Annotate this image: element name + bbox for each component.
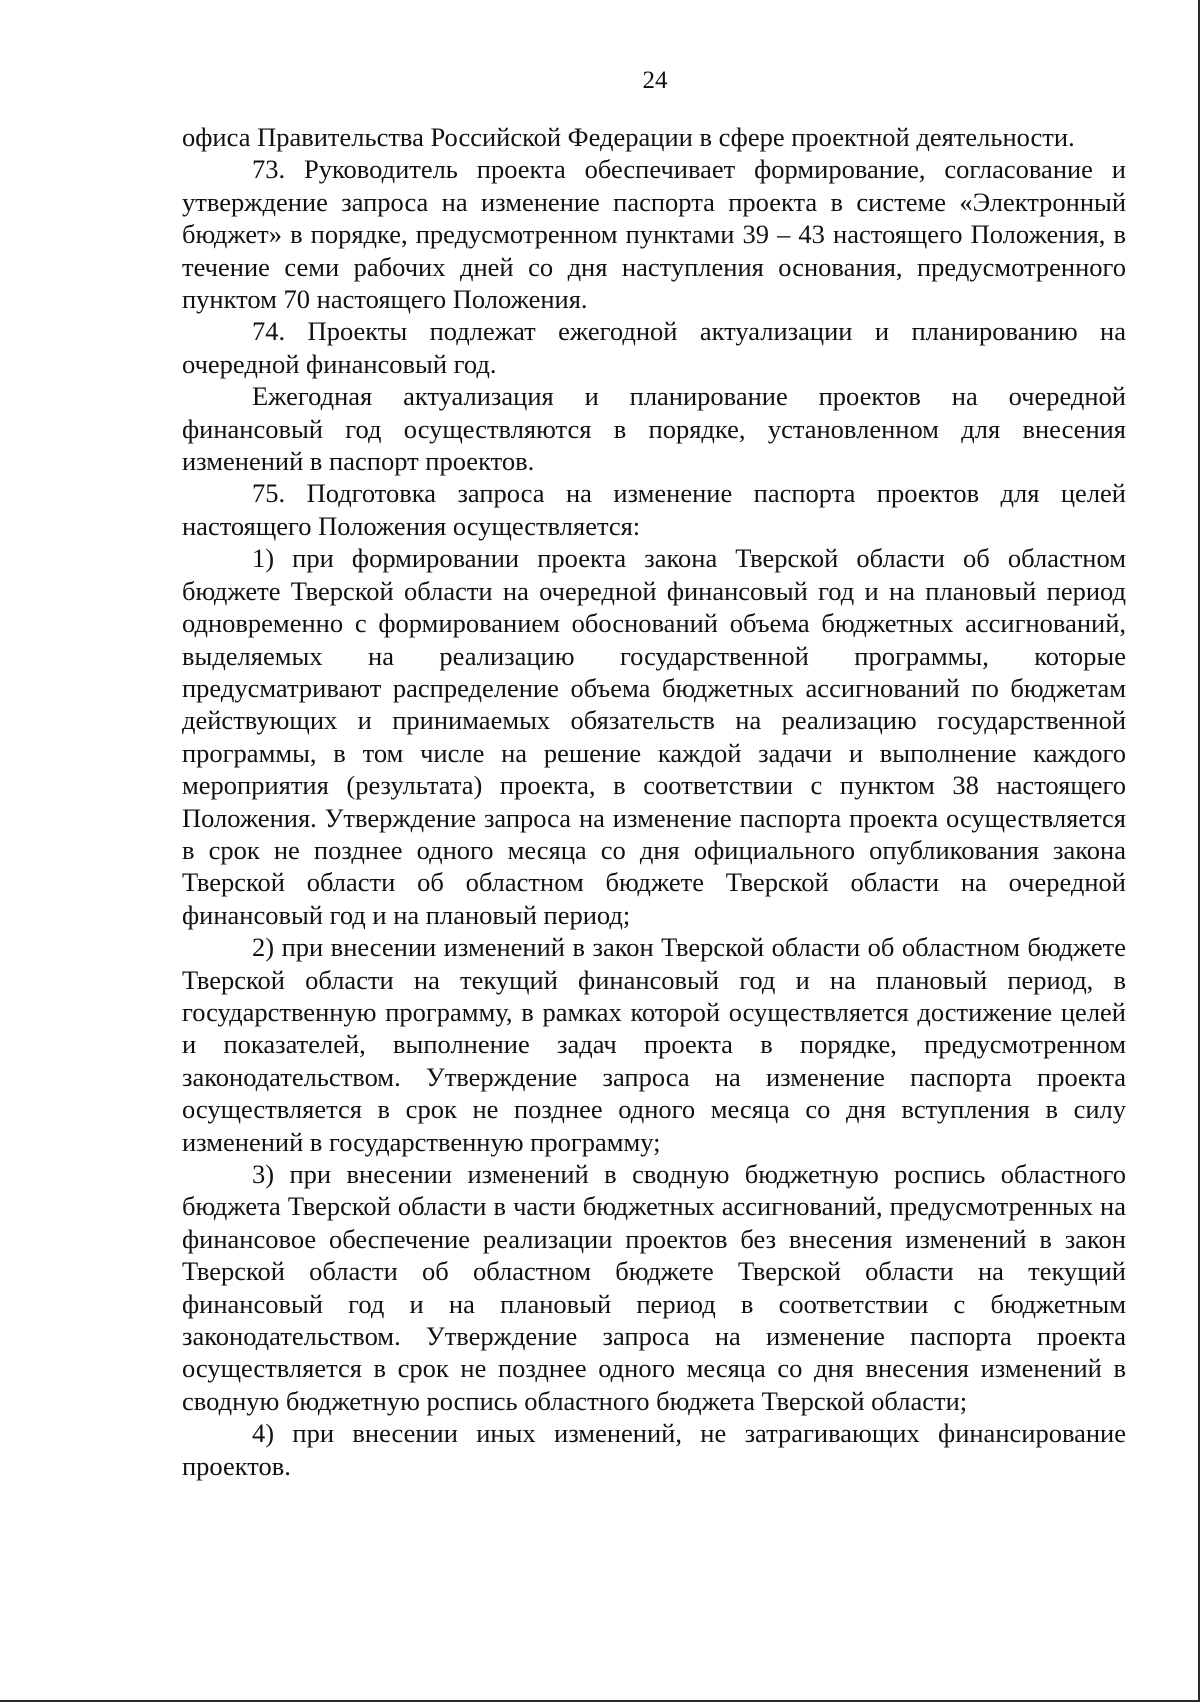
paragraph-annual-update: Ежегодная актуализация и планирование проектов на очередной финансовый год осуществляются в порядке, установленном для внесения изменений в паспорт проектов.: [182, 381, 1126, 477]
document-body: [182, 121, 1126, 1482]
paragraph-subitem-3: 3) при внесении изменений в сводную бюджетную роспись областного бюджета Тверской области в части бюджетных ассигнований, предусмотренных на финансовое обеспечение реализации проектов без внесения изменений в закон Тверской области об областном бюджете Тверской области на текущий финансовый год и на плановый период в соответствии с бюджетным законодательством. Утверждение запроса на изменение паспорта проекта осуществляется в срок не позднее одного месяца со дня внесения изменений в сводную бюджетную роспись областного бюджета Тверской области;: [182, 1159, 1126, 1416]
paragraph-continuation: офиса Правительства Российской Федерации в сфере проектной деятельности.: [182, 122, 1075, 152]
paragraph-item-74: 74. Проекты подлежат ежегодной актуализации и планированию на очередной финансовый год.: [182, 316, 1126, 379]
page-number: 24: [642, 67, 668, 94]
paragraph-item-73: 73. Руководитель проекта обеспечивает формирование, согласование и утверждение запроса на изменение паспорта проекта в системе «Электронный бюджет» в порядке, предусмотренном пунктами 39 – 43 настоящего Положения, в течение семи рабочих дней со дня наступления основания, предусмотренного пунктом 70 настоящего Положения.: [182, 154, 1126, 315]
paragraph-subitem-4: 4) при внесении иных изменений, не затрагивающих финансирование проектов.: [182, 1418, 1126, 1481]
paragraph-subitem-2: 2) при внесении изменений в закон Тверской области об областном бюджете Тверской области на текущий финансовый год и на плановый период, в государственную программу, в рамках которой осуществляется достижение целей и показателей, выполнение задач проекта в порядке, предусмотренном законодательством. Утверждение запроса на изменение паспорта проекта осуществляется в срок не позднее одного месяца со дня вступления в силу изменений в государственную программу;: [182, 932, 1126, 1157]
paragraph-subitem-1: 1) при формировании проекта закона Тверской области об областном бюджете Тверской области на очередной финансовый год и на плановый период одновременно с формированием обоснований объема бюджетных ассигнований, выделяемых на реализацию государственной программы, которые предусматривают распределение объема бюджетных ассигнований по бюджетам действующих и принимаемых обязательств на реализацию государственной программы, в том числе на решение каждой задачи и выполнение каждого мероприятия (результата) проекта, в соответствии с пунктом 38 настоящего Положения. Утверждение запроса на изменение паспорта проекта осуществляется в срок не позднее одного месяца со дня официального опубликования закона Тверской области об областном бюджете Тверской области на очередной финансовый год и на плановый период;: [182, 543, 1126, 930]
paragraph-item-75: 75. Подготовка запроса на изменение паспорта проектов для целей настоящего Положения осуществляется:: [182, 478, 1126, 541]
